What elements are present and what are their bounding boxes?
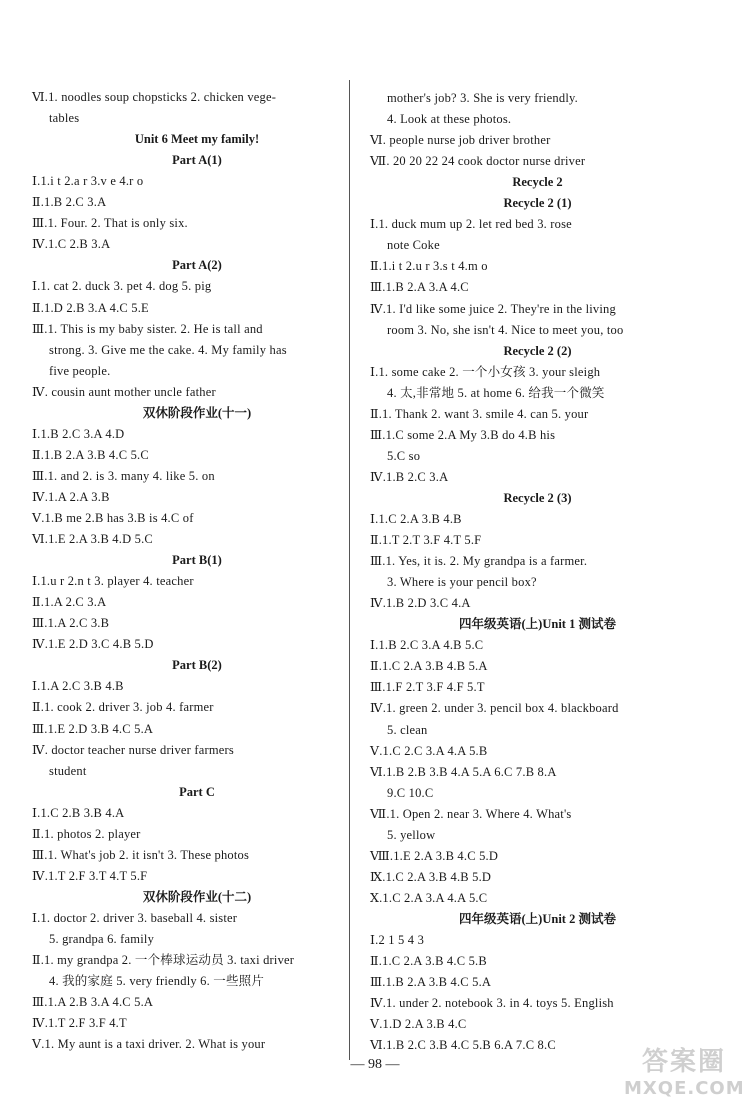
answer-line: five people.	[49, 363, 111, 378]
answer-line: Ⅲ.1. Yes, it is. 2. My grandpa is a farmer.	[370, 554, 588, 569]
answer-line: 5. yellow	[387, 827, 436, 842]
answer-line: Ⅰ.1. some cake 2. 一个小女孩 3. your sleigh	[370, 364, 601, 379]
section-heading: 四年级英语(上)Unit 2 测试卷	[459, 911, 616, 926]
answer-line: Ⅱ.1.B 2.C 3.A	[32, 195, 107, 210]
answer-line: Ⅲ.1.B 2.A 3.A 4.C	[370, 280, 469, 295]
answer-line: Ⅱ.1. my grandpa 2. 一个棒球运动员 3. taxi driver	[32, 953, 295, 968]
answer-line: Ⅳ.1.T 2.F 3.T 4.T 5.F	[32, 868, 148, 883]
site-watermark	[624, 1046, 744, 1108]
answer-line: Ⅷ.1.E 2.A 3.B 4.C 5.D	[370, 848, 499, 863]
answer-line: Ⅰ.1. duck mum up 2. let red bed 3. rose	[370, 217, 572, 232]
answer-line: note Coke	[387, 238, 440, 253]
section-heading: Part B(1)	[172, 553, 222, 568]
answer-line: Ⅰ.2 1 5 4 3	[370, 933, 425, 947]
section-heading: Unit 6 Meet my family!	[134, 132, 260, 147]
section-heading: Part A(2)	[172, 258, 222, 273]
answer-line: 5. clean	[387, 722, 428, 737]
answer-line: Ⅱ.1. photos 2. player	[32, 826, 141, 841]
answer-line: Ⅳ.1.B 2.D 3.C 4.A	[370, 596, 471, 611]
answer-line: 3. Where is your pencil box?	[387, 575, 537, 590]
answer-line: Ⅲ.1.A 2.B 3.A 4.C 5.A	[32, 995, 154, 1010]
answer-line: Ⅳ.1.B 2.C 3.A	[370, 469, 449, 484]
answer-line: Ⅰ.1.i t 2.a r 3.v e 4.r o	[32, 174, 144, 189]
answer-line: Ⅵ.1. noodles soup chopsticks 2. chicken vege-	[32, 90, 277, 104]
watermark-logo-text: 答案圈	[641, 1047, 726, 1077]
section-heading: Recycle 2 (1)	[503, 196, 572, 211]
answer-line: Ⅳ.1. I'd like some juice 2. They're in the living	[370, 301, 616, 316]
answer-line: Ⅸ.1.C 2.A 3.B 4.B 5.D	[370, 869, 492, 884]
answer-line: Ⅱ.1.C 2.A 3.B 4.B 5.A	[370, 659, 488, 674]
section-heading: Part B(2)	[172, 658, 222, 673]
section-heading: Recycle 2 (2)	[503, 343, 572, 358]
answer-line: Ⅳ.1. under 2. notebook 3. in 4. toys 5. English	[370, 996, 614, 1011]
answer-line: Ⅴ.1.B me 2.B has 3.B is 4.C of	[32, 511, 194, 525]
answer-line: Ⅲ.1. Four. 2. That is only six.	[32, 216, 188, 231]
answer-line: 5.C so	[387, 448, 421, 463]
section-heading: Recycle 2 (3)	[503, 490, 572, 505]
section-heading: Part C	[179, 784, 215, 799]
answer-line: Ⅳ.1.A 2.A 3.B	[32, 489, 110, 504]
answer-line: Ⅳ.1.C 2.B 3.A	[32, 237, 111, 252]
answer-line: Ⅵ.1.B 2.B 3.B 4.A 5.A 6.C 7.B 8.A	[370, 764, 557, 779]
answer-line: Ⅴ.1.C 2.C 3.A 4.A 5.B	[370, 743, 488, 758]
answer-line: Ⅵ.1.B 2.C 3.B 4.C 5.B 6.A 7.C 8.C	[370, 1038, 556, 1053]
section-heading: 双休阶段作业(十一)	[142, 405, 252, 420]
answer-line: Ⅰ.1.C 2.B 3.B 4.A	[32, 805, 125, 820]
answer-line: Ⅲ.1.B 2.A 3.B 4.C 5.A	[370, 975, 492, 990]
answer-line: Ⅰ.1. doctor 2. driver 3. baseball 4. sister	[32, 910, 238, 925]
answer-line: Ⅰ.1. cat 2. duck 3. pet 4. dog 5. pig	[32, 279, 212, 294]
answer-line: Ⅲ.1.C some 2.A My 3.B do 4.B his	[370, 427, 556, 442]
answer-line: Ⅱ.1.B 2.A 3.B 4.C 5.C	[32, 447, 149, 462]
answer-line: Ⅰ.1.u r 2.n t 3. player 4. teacher	[32, 574, 194, 589]
answer-line: mother's job? 3. She is very friendly.	[387, 91, 578, 105]
answer-line: Ⅱ.1.A 2.C 3.A	[32, 595, 107, 610]
answer-line: tables	[49, 111, 80, 126]
answer-line: 9.C 10.C	[387, 785, 434, 800]
answer-line: Ⅳ.1. green 2. under 3. pencil box 4. blackboard	[370, 701, 619, 716]
answer-line: Ⅵ. people nurse job driver brother	[370, 133, 551, 148]
answer-line: Ⅳ.1.E 2.D 3.C 4.B 5.D	[32, 637, 154, 652]
answer-line: Ⅱ.1. cook 2. driver 3. job 4. farmer	[32, 700, 214, 715]
column-divider	[349, 80, 350, 1060]
section-heading: 四年级英语(上)Unit 1 测试卷	[459, 617, 616, 632]
answer-line: Ⅱ.1.i t 2.u r 3.s t 4.m o	[370, 259, 488, 274]
answer-line: 4. 太,非常地 5. at home 6. 给我一个微笑	[387, 385, 605, 400]
watermark-url-text: MXQE.COM	[624, 1078, 745, 1099]
answer-line: Ⅲ.1. What's job 2. it isn't 3. These photos	[32, 847, 250, 862]
answer-line: Ⅱ.1.C 2.A 3.B 4.C 5.B	[370, 954, 487, 969]
answer-line: Ⅰ.1.A 2.C 3.B 4.B	[32, 679, 124, 694]
answer-line: Ⅲ.1. and 2. is 3. many 4. like 5. on	[32, 468, 215, 483]
answer-line: Ⅶ.1. Open 2. near 3. Where 4. What's	[370, 806, 572, 821]
section-heading: Recycle 2	[512, 175, 563, 190]
answer-line: Ⅴ.1. My aunt is a taxi driver. 2. What is your	[32, 1037, 266, 1052]
answer-line: Ⅲ.1.E 2.D 3.B 4.C 5.A	[32, 721, 154, 736]
answer-line: student	[49, 763, 87, 778]
section-heading: Part A(1)	[172, 153, 222, 168]
answer-line: Ⅳ.1.T 2.F 3.F 4.T	[32, 1016, 127, 1031]
answer-line: Ⅲ.1. This is my baby sister. 2. He is tall and	[32, 321, 263, 336]
answer-line: Ⅳ. cousin aunt mother uncle father	[32, 384, 216, 399]
answer-line: 5. grandpa 6. family	[49, 932, 155, 946]
answer-line: room 3. No, she isn't 4. Nice to meet you, too	[387, 322, 624, 337]
answer-line: Ⅲ.1.F 2.T 3.F 4.F 5.T	[370, 680, 485, 695]
answer-line: Ⅹ.1.C 2.A 3.A 4.A 5.C	[370, 890, 488, 905]
page-number: — 98 —	[350, 1057, 400, 1072]
answer-line: 4. Look at these photos.	[387, 112, 512, 127]
answer-line: Ⅳ. doctor teacher nurse driver farmers	[32, 742, 234, 757]
answer-line: Ⅴ.1.D 2.A 3.B 4.C	[370, 1017, 467, 1032]
answer-line: strong. 3. Give me the cake. 4. My family has	[49, 342, 287, 357]
answer-line: Ⅲ.1.A 2.C 3.B	[32, 616, 110, 631]
answer-line: 4. 我的家庭 5. very friendly 6. 一些照片	[49, 974, 265, 989]
answer-line: Ⅱ.1.T 2.T 3.F 4.T 5.F	[370, 533, 482, 548]
answer-line: Ⅰ.1.C 2.A 3.B 4.B	[370, 512, 462, 526]
answer-line: Ⅶ. 20 20 22 24 cook doctor nurse driver	[370, 154, 586, 169]
section-heading: 双休阶段作业(十二)	[142, 889, 252, 904]
answer-line: Ⅵ.1.E 2.A 3.B 4.D 5.C	[32, 532, 153, 547]
answer-line: Ⅱ.1. Thank 2. want 3. smile 4. can 5. your	[370, 406, 589, 421]
answer-line: Ⅱ.1.D 2.B 3.A 4.C 5.E	[32, 300, 149, 315]
answer-line: Ⅰ.1.B 2.C 3.A 4.B 5.C	[370, 638, 484, 653]
answer-line: Ⅰ.1.B 2.C 3.A 4.D	[32, 426, 125, 441]
